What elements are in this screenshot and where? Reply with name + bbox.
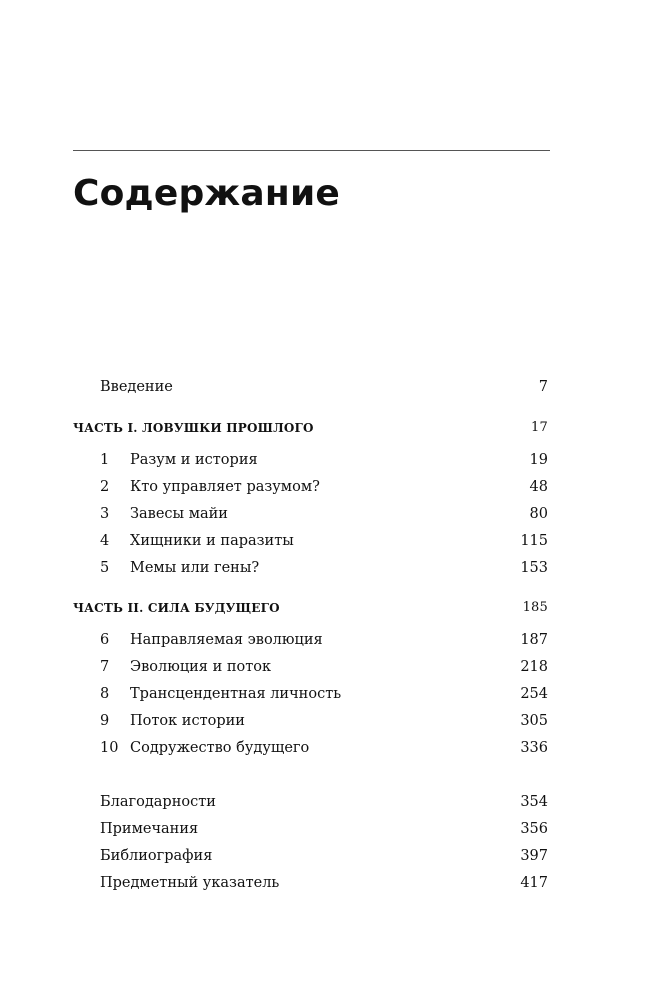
toc-chapter-page: 336	[520, 740, 548, 756]
toc-part-1[interactable]	[73, 418, 548, 438]
toc-chapter-page: 153	[520, 560, 548, 576]
toc-chapter-5[interactable]	[73, 558, 548, 578]
toc-chapter-number: 3	[100, 506, 110, 522]
title-rule	[73, 150, 550, 151]
toc-chapter-page: 218	[520, 659, 548, 675]
toc-chapter-label: Мемы или гены?	[130, 560, 260, 576]
toc-chapter-number: 10	[100, 740, 119, 756]
toc-chapter-2[interactable]	[73, 477, 548, 497]
toc-entry-notes[interactable]	[73, 819, 548, 839]
toc-chapter-number: 1	[100, 452, 110, 468]
toc-chapter-label: Направляемая эволюция	[130, 632, 323, 648]
toc-chapter-label: Кто управляет разумом?	[130, 479, 320, 495]
toc-part-page: 185	[522, 600, 548, 615]
toc-entry-page: 354	[520, 794, 548, 810]
toc-entry-page: 397	[520, 848, 548, 864]
toc-part-label: ЧАСТЬ II. СИЛА БУДУЩЕГО	[73, 601, 280, 615]
toc-entry-page: 7	[538, 379, 548, 395]
toc-chapter-page: 305	[520, 713, 548, 729]
toc-chapter-label: Разум и история	[130, 452, 258, 468]
toc-entry-intro[interactable]	[73, 377, 548, 397]
toc-chapter-10[interactable]	[73, 738, 548, 758]
toc-entry-acknowledgements[interactable]	[73, 792, 548, 812]
toc-chapter-number: 2	[100, 479, 110, 495]
toc-chapter-9[interactable]	[73, 711, 548, 731]
toc-part-page: 17	[531, 420, 548, 435]
toc-chapter-7[interactable]	[73, 657, 548, 677]
toc-entry-bibliography[interactable]	[73, 846, 548, 866]
toc-chapter-1[interactable]	[73, 450, 548, 470]
toc-chapter-page: 19	[529, 452, 548, 468]
toc-chapter-page: 80	[529, 506, 548, 522]
toc-chapter-number: 7	[100, 659, 110, 675]
toc-entry-label: Примечания	[100, 821, 199, 837]
toc-entry-label: Предметный указатель	[100, 875, 280, 891]
toc-chapter-number: 6	[100, 632, 110, 648]
toc-part-label: ЧАСТЬ I. ЛОВУШКИ ПРОШЛОГО	[73, 421, 314, 435]
toc-chapter-label: Эволюция и поток	[130, 659, 272, 675]
toc-entry-page: 356	[520, 821, 548, 837]
toc-chapter-number: 9	[100, 713, 110, 729]
toc-chapter-page: 187	[520, 632, 548, 648]
toc-part-2[interactable]	[73, 598, 548, 618]
toc-chapter-page: 115	[520, 533, 548, 549]
toc-chapter-page: 254	[520, 686, 548, 702]
toc-chapter-page: 48	[529, 479, 548, 495]
toc-entry-label: Благодарности	[100, 794, 216, 810]
toc-chapter-label: Содружество будущего	[130, 740, 310, 756]
toc-entry-page: 417	[520, 875, 548, 891]
toc-chapter-label: Завесы майи	[130, 506, 228, 522]
toc-entry-label: Введение	[100, 379, 173, 395]
toc-entry-label: Библиография	[100, 848, 213, 864]
page-title: Содержание	[73, 173, 341, 214]
toc-chapter-label: Трансцендентная личность	[130, 686, 342, 702]
toc-chapter-3[interactable]	[73, 504, 548, 524]
toc-chapter-label: Поток истории	[130, 713, 245, 729]
toc-chapter-8[interactable]	[73, 684, 548, 704]
toc-chapter-number: 5	[100, 560, 110, 576]
toc-chapter-number: 8	[100, 686, 110, 702]
toc-chapter-4[interactable]	[73, 531, 548, 551]
toc-chapter-6[interactable]	[73, 630, 548, 650]
toc-entry-index[interactable]	[73, 873, 548, 893]
toc-chapter-number: 4	[100, 533, 110, 549]
toc-chapter-label: Хищники и паразиты	[130, 533, 294, 549]
